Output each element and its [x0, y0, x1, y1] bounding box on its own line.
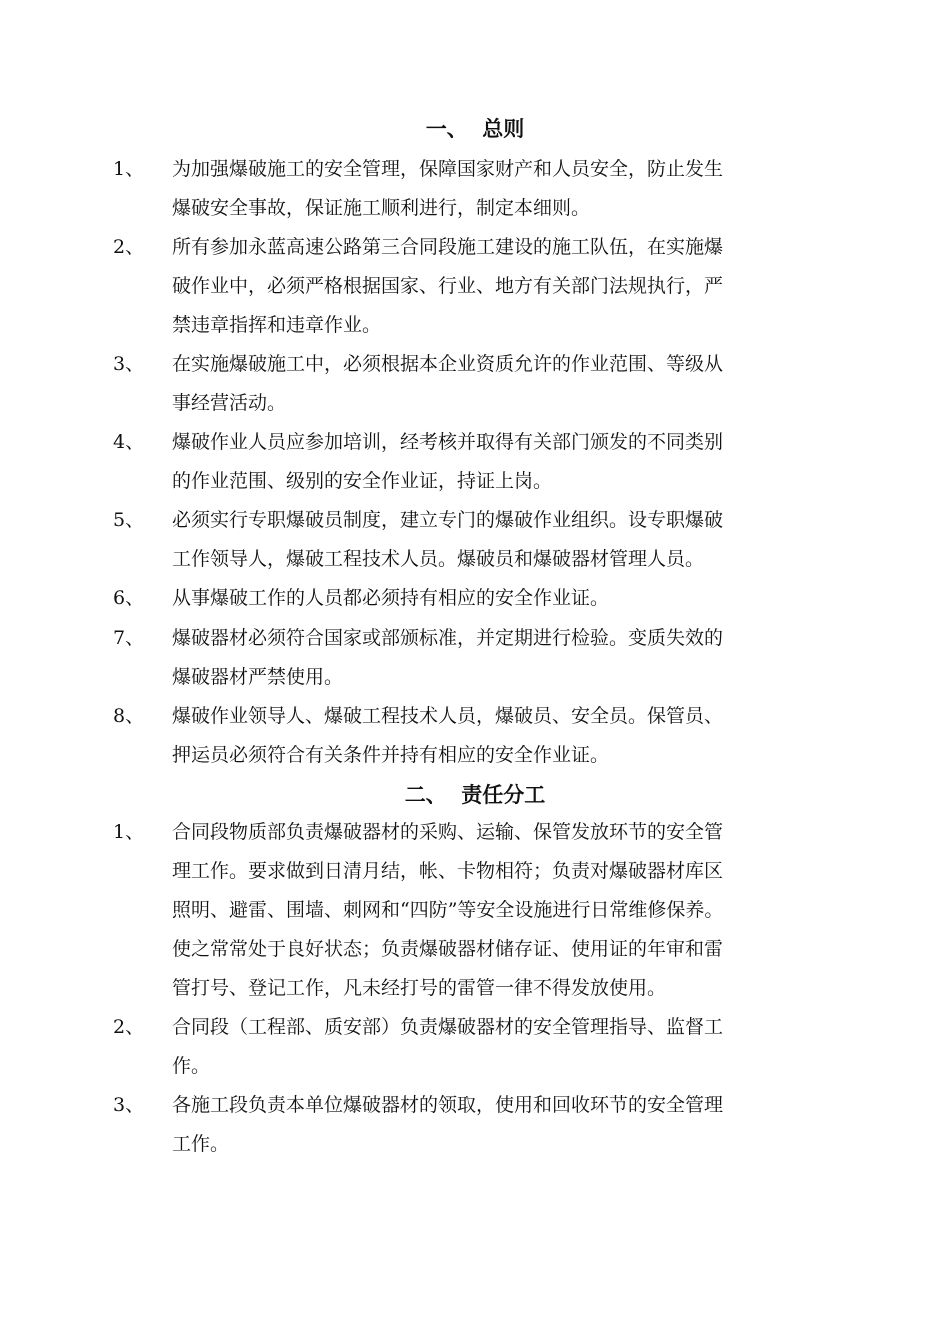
item-number: 6、: [113, 587, 145, 609]
item-text-line: 爆破作业人员应参加培训，经考核并取得有关部门颁发的不同类别: [172, 431, 724, 453]
item-text-line: 为加强爆破施工的安全管理，保障国家财产和人员安全，防止发生: [172, 158, 724, 180]
item-text-line: 爆破作业领导人、爆破工程技术人员，爆破员、安全员。保管员、: [172, 705, 724, 727]
item-number: 1、: [113, 158, 145, 180]
item-text-line: 爆破安全事故，保证施工顺利进行，制定本细则。: [172, 197, 591, 219]
item-text-line: 爆破器材必须符合国家或部颁标准，并定期进行检验。变质失效的: [172, 627, 724, 649]
item-text-line: 工作。: [172, 1133, 230, 1155]
item-text-line: 从事爆破工作的人员都必须持有相应的安全作业证。: [172, 587, 610, 609]
item-text-line: 押运员必须符合有关条件并持有相应的安全作业证。: [172, 744, 610, 766]
item-text-line: 禁违章指挥和违章作业。: [172, 314, 382, 336]
item-text-line: 的作业范围、级别的安全作业证，持证上岗。: [172, 470, 553, 492]
item-number: 5、: [113, 509, 145, 531]
section-heading-responsibilities: 二、 责任分工: [404, 782, 546, 807]
item-text-line: 管打号、登记工作，凡未经打号的雷管一律不得发放使用。: [172, 977, 667, 999]
item-number: 3、: [113, 1094, 145, 1116]
item-text-line: 作。: [172, 1055, 211, 1077]
section-heading-general: 一、 总则: [425, 116, 525, 141]
item-text-line: 事经营活动。: [172, 392, 287, 414]
item-text-line: 照明、避雷、围墙、刺网和“四防”等安全设施进行日常维修保养。: [172, 899, 724, 921]
item-text-line: 各施工段负责本单位爆破器材的领取，使用和回收环节的安全管理: [172, 1094, 724, 1116]
item-number: 2、: [113, 236, 145, 258]
item-text-line: 必须实行专职爆破员制度，建立专门的爆破作业组织。设专职爆破: [172, 509, 724, 531]
item-number: 3、: [113, 353, 145, 375]
item-text-line: 所有参加永蓝高速公路第三合同段施工建设的施工队伍，在实施爆: [172, 236, 724, 258]
item-number: 2、: [113, 1016, 145, 1038]
item-text-line: 合同段（工程部、质安部）负责爆破器材的安全管理指导、监督工: [172, 1016, 724, 1038]
item-text-line: 在实施爆破施工中，必须根据本企业资质允许的作业范围、等级从: [172, 353, 724, 375]
item-text-line: 理工作。要求做到日清月结，帐、卡物相符；负责对爆破器材库区: [172, 860, 724, 882]
item-number: 8、: [113, 705, 145, 727]
item-number: 7、: [113, 627, 145, 649]
item-text-line: 合同段物质部负责爆破器材的采购、运输、保管发放环节的安全管: [172, 821, 724, 843]
item-text-line: 使之常常处于良好状态；负责爆破器材储存证、使用证的年审和雷: [172, 938, 724, 960]
item-number: 1、: [113, 821, 145, 843]
item-text-line: 破作业中，必须严格根据国家、行业、地方有关部门法规执行，严: [172, 275, 724, 297]
item-text-line: 工作领导人，爆破工程技术人员。爆破员和爆破器材管理人员。: [172, 548, 705, 570]
item-text-line: 爆破器材严禁使用。: [172, 666, 344, 688]
item-number: 4、: [113, 431, 145, 453]
